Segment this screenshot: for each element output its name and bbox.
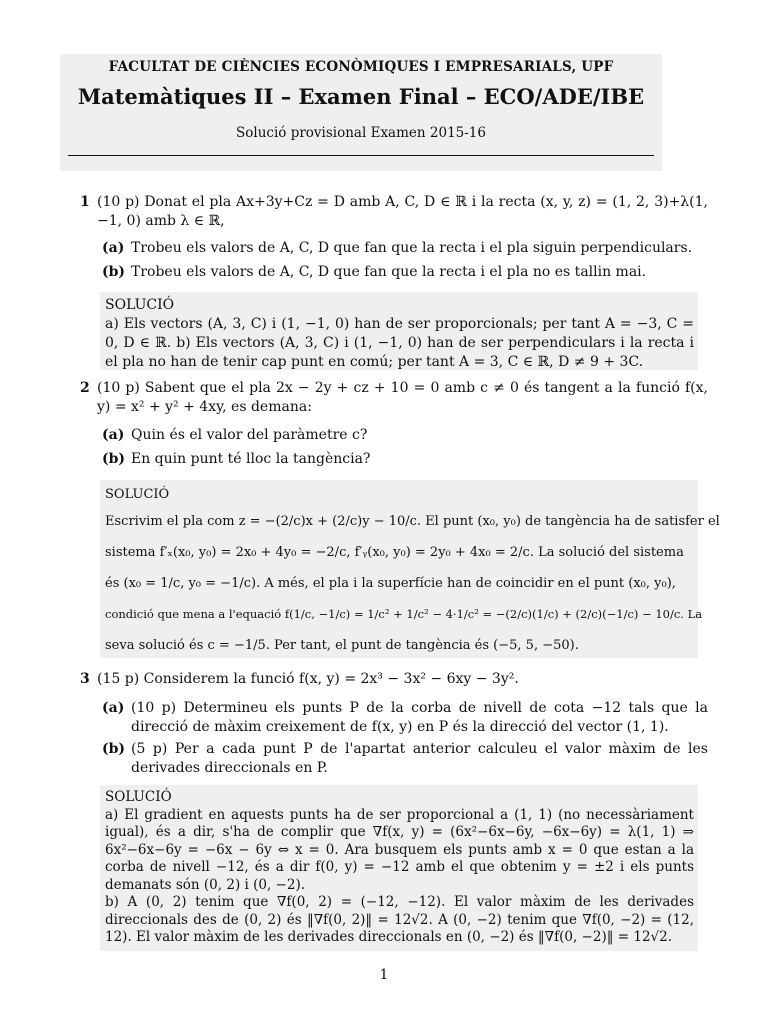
page-number: 1 xyxy=(379,967,389,983)
question-3-item-b xyxy=(102,740,708,778)
question-2-item-a xyxy=(102,426,708,445)
solution-title: SOLUCIÓ xyxy=(105,789,172,805)
faculty-name: FACULTAT DE CIÈNCIES ECONÒMIQUES I EMPRESARIALS, UPF xyxy=(108,59,614,75)
solution-line: condició que mena a l'equació f(1/c, −1/c) = 1/c² + 1/c² − 4·1/c² = −(2/c)(1/c) + (2/c)(−1/c) − 10/c. La xyxy=(105,607,703,621)
question-3-item-a xyxy=(102,699,708,737)
question-1 xyxy=(80,193,708,231)
question-2 xyxy=(80,379,708,417)
item-label: (b) xyxy=(102,264,126,280)
solution-line: és (x₀ = 1/c, y₀ = −1/c). A més, el pla i la superfície han de coincidir en el punt (x₀, y₀), xyxy=(105,576,676,591)
question-3 xyxy=(80,670,708,689)
solution-line: sistema f′ₓ(x₀, y₀) = 2x₀ + 4y₀ = −2/c, f′ᵧ(x₀, y₀) = 2y₀ + 4x₀ = 2/c. La solució del sistema xyxy=(105,545,684,560)
question-2-item-b xyxy=(102,450,708,469)
item-label: (b) xyxy=(102,451,126,467)
item-text: Quin és el valor del paràmetre c? xyxy=(131,427,368,443)
item-text: (10 p) Determineu els punts P de la corba de nivell de cota −12 tals que la direcció de màxim creixement de f(x, y) en P és la direcció del vector (1, 1). xyxy=(131,700,708,735)
exam-header xyxy=(60,54,662,171)
item-label: (a) xyxy=(102,700,125,716)
question-text: (15 p) Considerem la funció f(x, y) = 2x³ − 3x² − 6xy − 3y². xyxy=(97,671,519,687)
item-label: (a) xyxy=(102,240,125,256)
header-rule xyxy=(68,155,654,156)
solution-1 xyxy=(100,292,698,370)
solution-3 xyxy=(100,785,698,951)
solution-2 xyxy=(100,480,720,658)
item-text: Trobeu els valors de A, C, D que fan que la recta i el pla no es tallin mai. xyxy=(131,264,647,280)
solution-text: a) Els vectors (A, 3, C) i (1, −1, 0) han de ser proporcionals; per tant A = −3, C = 0, D ∈ ℝ. b) Els vectors (A, 3, C) i (1, −1, 0) han de ser perpendiculars i la recta i el pla no han de tenir cap punt en comú; per tant A = 3, C ∈ ℝ, D ≠ 9 + 3C. xyxy=(105,316,694,370)
item-label: (b) xyxy=(102,741,126,757)
item-text: (5 p) Per a cada punt P de l'apartat anterior calculeu el valor màxim de les derivades direccionals en P. xyxy=(131,741,708,776)
solution-text-a: a) El gradient en aquests punts ha de ser proporcional a (1, 1) (no necessàriament igual), és a dir, s'ha de complir que ∇f(x, y) = (6x²−6x−6y, −6x−6y) = λ(1, 1) ⇒ 6x²−6x−6y = −6x − 6y ⇔ x = 0. Ara busquem els punts amb x = 0 que estan a la corba de nivell −12, és a dir f(0, y) = −12 amb el que obtenim y = ±2 i els punts demanats són (0, 2) i (0, −2). xyxy=(105,806,694,893)
solution-line: Escrivim el pla com z = −(2/c)x + (2/c)y − 10/c. El punt (x₀, y₀) de tangència ha de satisfer el xyxy=(105,514,720,529)
item-label: (a) xyxy=(102,427,125,443)
question-number: 2 xyxy=(80,380,90,396)
exam-title: Matemàtiques II – Examen Final – ECO/ADE/IBE xyxy=(77,84,645,109)
solution-title: SOLUCIÓ xyxy=(105,487,170,502)
question-number: 3 xyxy=(80,671,90,687)
solution-line: seva solució és c = −1/5. Per tant, el punt de tangència és (−5, 5, −50). xyxy=(105,638,579,653)
item-text: Trobeu els valors de A, C, D que fan que la recta i el pla siguin perpendiculars. xyxy=(131,240,693,256)
question-text: (10 p) Sabent que el pla 2x − 2y + cz + 10 = 0 amb c ≠ 0 és tangent a la funció f(x, y) = x² + y² + 4xy, es demana: xyxy=(97,380,708,415)
solution-text-b: b) A (0, 2) tenim que ∇f(0, 2) = (−12, −12). El valor màxim de les derivades direccionals des de (0, 2) és ‖∇f(0, 2)‖ = 12√2. A (0, −2) tenim que ∇f(0, −2) = (12, 12). El valor màxim de les derivades direccionals en (0, −2) és ‖∇f(0, −2)‖ = 12√2. xyxy=(105,894,694,945)
solution-title: SOLUCIÓ xyxy=(105,297,175,313)
exam-subtitle: Solució provisional Examen 2015-16 xyxy=(236,125,486,141)
question-1-item-b xyxy=(102,263,708,282)
question-text: (10 p) Donat el pla Ax+3y+Cz = D amb A, C, D ∈ ℝ i la recta (x, y, z) = (1, 2, 3)+λ(1, −1, 0) amb λ ∈ ℝ, xyxy=(97,194,708,229)
item-text: En quin punt té lloc la tangència? xyxy=(131,451,371,467)
question-number: 1 xyxy=(80,194,90,210)
question-1-item-a xyxy=(102,239,708,258)
